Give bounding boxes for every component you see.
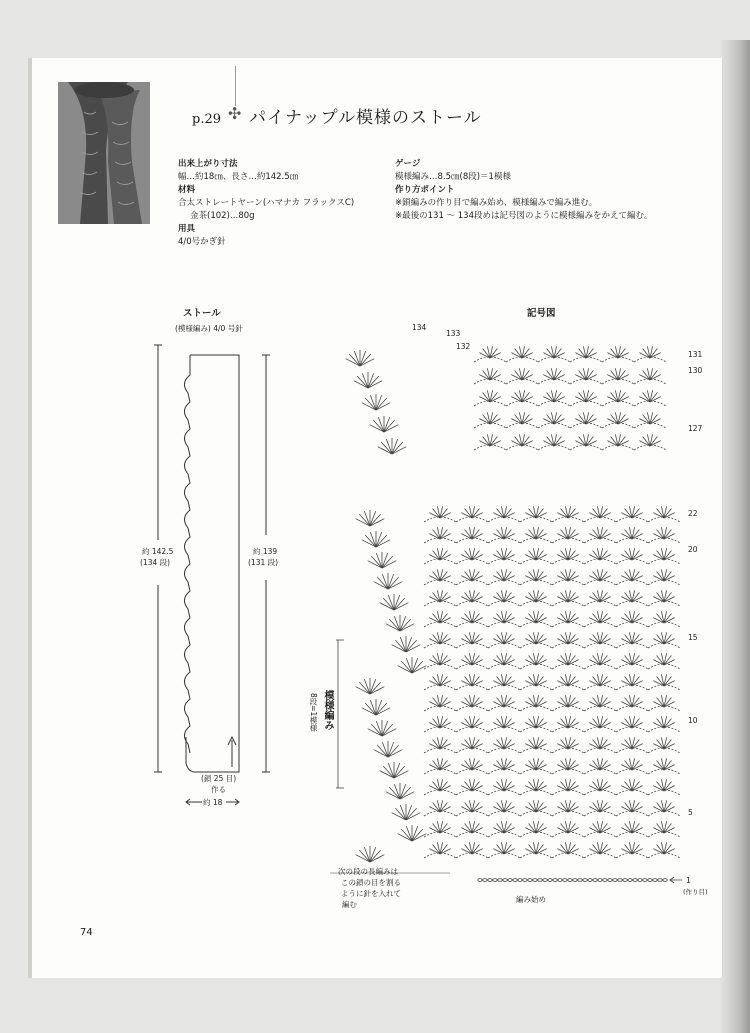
note-line-2: この鎖の目を割る: [341, 878, 401, 887]
chart-fan: [607, 346, 628, 358]
chart-fan: [621, 548, 642, 560]
row-label-133: 133: [446, 329, 461, 338]
foundation-chain-stitch: [513, 879, 517, 882]
chart-fan: [639, 346, 660, 358]
foundation-chain-stitch: [603, 879, 607, 882]
chart-fan: [589, 527, 610, 539]
chart-fan: [525, 821, 546, 833]
chart-fan: [429, 779, 450, 791]
chart-fan: [621, 527, 642, 539]
chart-fan: [621, 758, 642, 770]
chart-fan: [607, 390, 628, 402]
foundation-chain-stitch: [648, 879, 652, 882]
chart-fan: [511, 412, 532, 424]
chart-fan: [493, 527, 514, 539]
chart-fan: [621, 590, 642, 602]
chart-fan: [653, 779, 674, 791]
chart-fan: [461, 632, 482, 644]
chart-fan: [461, 590, 482, 602]
chart-fan: [653, 737, 674, 749]
chart-fan: [429, 716, 450, 728]
chart-fan: [429, 611, 450, 623]
start-label: 編み始め: [516, 895, 546, 904]
foundation-chain-stitch: [563, 879, 567, 882]
foundation-chain-stitch: [483, 879, 487, 882]
chart-fan: [461, 779, 482, 791]
chart-fan: [511, 346, 532, 358]
chart-fan: [525, 632, 546, 644]
materials-line-1: 合太ストレートヤーン(ハマナカ フラックスC): [178, 198, 355, 208]
chart-fan: [557, 716, 578, 728]
chart-fan: [589, 674, 610, 686]
foundation-chain-stitch: [578, 879, 582, 882]
chart-fan: [461, 611, 482, 623]
chart-fan: [621, 674, 642, 686]
pattern-label: 模様編み: [322, 690, 333, 730]
book-spine: [718, 40, 750, 1033]
chart-fan: [653, 548, 674, 560]
chart-fan: [557, 527, 578, 539]
chart-fan: [557, 653, 578, 665]
chart-fan: [429, 758, 450, 770]
chart-fan: [525, 842, 546, 854]
foundation-chain-stitch: [588, 879, 592, 882]
chart-fan: [557, 569, 578, 581]
chart-edge-shell: [378, 438, 407, 454]
chart-fan: [589, 632, 610, 644]
chart-edge-shell: [356, 678, 385, 694]
foundation-chain-stitch: [533, 879, 537, 882]
chart-fan: [429, 842, 450, 854]
chart-fan: [493, 695, 514, 707]
chart-fan: [461, 527, 482, 539]
chart-fan: [479, 368, 500, 380]
chart-fan: [461, 800, 482, 812]
foundation-chain-stitch: [528, 879, 532, 882]
chart-fan: [525, 611, 546, 623]
chart-fan: [589, 590, 610, 602]
chart-fan: [575, 434, 596, 446]
chart-fan: [621, 611, 642, 623]
foundation-chain-stitch: [583, 879, 587, 882]
chart-fan: [589, 506, 610, 518]
chart-fan: [639, 390, 660, 402]
chart-fan: [621, 653, 642, 665]
chart-fan: [525, 695, 546, 707]
stole-start-note-2: 作る: [211, 785, 226, 794]
chart-fan: [639, 368, 660, 380]
chart-fan: [461, 758, 482, 770]
chart-edge-shell: [374, 741, 403, 757]
chart-fan: [653, 758, 674, 770]
foundation-chain-stitch: [538, 879, 542, 882]
chart-fan: [653, 569, 674, 581]
stole-diagram-title: ストール: [183, 308, 221, 319]
chart-fan: [461, 695, 482, 707]
chart-edge-shell: [398, 657, 427, 673]
chart-fan: [621, 800, 642, 812]
chart-fan: [589, 653, 610, 665]
chart-fan: [429, 569, 450, 581]
chart-edge-shell: [356, 510, 385, 526]
chart-fan: [589, 779, 610, 791]
chart-fan: [557, 758, 578, 770]
chart-title: 記号図: [527, 308, 556, 319]
chart-fan: [653, 527, 674, 539]
chart-edge-shell: [362, 699, 391, 715]
row-label-130: 130: [688, 366, 703, 375]
stole-length-total: 約 142.5: [142, 547, 174, 556]
chart-fan: [653, 842, 674, 854]
foundation-chain-stitch: [618, 879, 622, 882]
chart-edge-shell: [356, 846, 385, 862]
chart-fan: [493, 737, 514, 749]
foundation-chain-stitch: [543, 879, 547, 882]
chart-fan: [589, 800, 610, 812]
chart-fan: [461, 569, 482, 581]
gauge-text: 模様編み…8.5㎝(8段)＝1模様: [395, 172, 511, 182]
chart-fan: [621, 632, 642, 644]
crochet-symbol-chart: [300, 318, 720, 903]
stole-schematic: [140, 335, 280, 815]
row-label-134: 134: [412, 323, 427, 332]
chart-fan: [525, 800, 546, 812]
stole-length-body-rows: (131 段): [248, 558, 279, 567]
chart-fan: [653, 695, 674, 707]
chart-edge-shell: [398, 825, 427, 841]
chart-fan: [557, 674, 578, 686]
row-label-132: 132: [456, 342, 471, 351]
chart-fan: [589, 548, 610, 560]
chart-fan: [461, 821, 482, 833]
chart-fan: [493, 800, 514, 812]
chart-fan: [653, 590, 674, 602]
foundation-chain-stitch: [628, 879, 632, 882]
stole-pattern-note: (模様編み) 4/0 号針: [175, 324, 243, 333]
chart-fan: [589, 842, 610, 854]
foundation-label: (作り目): [683, 888, 708, 896]
foundation-chain-stitch: [498, 879, 502, 882]
chart-fan: [479, 412, 500, 424]
chart-fan: [557, 737, 578, 749]
chart-edge-shell: [370, 416, 399, 432]
chart-fan: [653, 653, 674, 665]
stole-length-body: 約 139: [253, 547, 278, 556]
chart-fan: [653, 716, 674, 728]
chart-fan: [493, 653, 514, 665]
chart-fan: [557, 548, 578, 560]
chart-fan: [589, 758, 610, 770]
chart-fan: [639, 412, 660, 424]
page-number: 74: [80, 927, 93, 938]
chart-fan: [493, 842, 514, 854]
stole-scalloped-edge: [184, 355, 190, 753]
chart-fan: [525, 737, 546, 749]
size-text: 幅…約18㎝、長さ…約142.5㎝: [178, 172, 299, 182]
chart-fan: [589, 611, 610, 623]
chart-fan: [493, 674, 514, 686]
chart-fan: [493, 548, 514, 560]
chart-fan: [493, 758, 514, 770]
chart-fan: [653, 800, 674, 812]
stole-length-total-rows: (134 段): [140, 558, 171, 567]
chart-fan: [525, 674, 546, 686]
chart-fan: [429, 653, 450, 665]
chart-fan: [461, 842, 482, 854]
foundation-chain-stitch: [518, 879, 522, 882]
chart-fan: [653, 506, 674, 518]
chart-edge-shell: [362, 394, 391, 410]
chart-fan: [429, 674, 450, 686]
foundation-chain-stitch: [653, 879, 657, 882]
stole-photo: [58, 82, 150, 224]
note-line-3: ように針を入れて: [341, 889, 401, 898]
chart-fan: [557, 632, 578, 644]
row-label-127: 127: [688, 424, 703, 433]
point-1: ※鎖編みの作り目で編み始め、模様編みで編み進む。: [395, 198, 598, 208]
chart-fan: [461, 737, 482, 749]
chart-fan: [653, 821, 674, 833]
chart-edge-shell: [380, 762, 409, 778]
chart-fan: [575, 368, 596, 380]
chart-fan: [479, 390, 500, 402]
chart-fan: [557, 611, 578, 623]
chart-fan: [511, 368, 532, 380]
chart-fan: [511, 390, 532, 402]
chart-fan: [461, 506, 482, 518]
chart-fan: [543, 346, 564, 358]
chart-fan: [461, 716, 482, 728]
chart-fan: [429, 590, 450, 602]
chart-fan: [557, 821, 578, 833]
page-reference: p.29: [192, 112, 221, 127]
chart-fan: [461, 548, 482, 560]
chart-fan: [429, 527, 450, 539]
chart-fan: [429, 821, 450, 833]
chart-fan: [493, 590, 514, 602]
chart-fan: [511, 434, 532, 446]
chart-fan: [525, 716, 546, 728]
chart-edge-shell: [392, 804, 421, 820]
chart-fan: [493, 716, 514, 728]
foundation-chain-stitch: [598, 879, 602, 882]
pattern-repeat: 8段=1模様: [309, 693, 318, 732]
chart-fan: [621, 821, 642, 833]
chart-fan: [429, 506, 450, 518]
size-heading: 出来上がり寸法: [178, 159, 238, 169]
chart-fan: [525, 527, 546, 539]
chart-fan: [493, 611, 514, 623]
chart-edge-shell: [386, 783, 415, 799]
foundation-chain-stitch: [573, 879, 577, 882]
row-label-5: 5: [688, 808, 693, 817]
row-label-10: 10: [688, 716, 698, 725]
chart-fan: [607, 434, 628, 446]
note-line-1: 次の段の長編みは: [338, 867, 398, 876]
row-label-1: 1: [686, 876, 691, 885]
specs-right: [395, 158, 652, 223]
row-label-20: 20: [688, 545, 698, 554]
chart-fan: [543, 412, 564, 424]
chart-fan: [589, 737, 610, 749]
foundation-chain-stitch: [638, 879, 642, 882]
chart-fan: [479, 346, 500, 358]
foundation-chain-stitch: [623, 879, 627, 882]
row-label-15: 15: [688, 633, 698, 642]
page-title: パイナップル模様のストール: [249, 108, 482, 128]
chart-fan: [429, 737, 450, 749]
chart-fan: [575, 346, 596, 358]
foundation-chain-stitch: [558, 879, 562, 882]
foundation-chain-stitch: [643, 879, 647, 882]
chart-fan: [653, 611, 674, 623]
chart-fan: [653, 632, 674, 644]
chart-fan: [493, 569, 514, 581]
chart-fan: [429, 800, 450, 812]
chart-fan: [621, 569, 642, 581]
chart-fan: [557, 842, 578, 854]
chart-fan: [607, 412, 628, 424]
foundation-chain-stitch: [613, 879, 617, 882]
chart-fan: [525, 569, 546, 581]
foundation-chain-stitch: [493, 879, 497, 882]
chart-edge-shell: [392, 636, 421, 652]
chart-fan: [429, 695, 450, 707]
chart-fan: [525, 590, 546, 602]
chart-edge-shell: [368, 720, 397, 736]
chart-fan: [557, 779, 578, 791]
stole-width: 約 18: [203, 798, 223, 807]
foundation-chain-stitch: [633, 879, 637, 882]
chart-fan: [589, 716, 610, 728]
chart-edge-shell: [368, 552, 397, 568]
point-2: ※最後の131 ～ 134段めは記号図のように模様編みをかえて編む。: [395, 211, 653, 221]
chart-fan: [653, 674, 674, 686]
gauge-heading: ゲージ: [395, 159, 421, 169]
chart-fan: [575, 390, 596, 402]
materials-heading: 材料: [178, 185, 196, 195]
foundation-chain-stitch: [568, 879, 572, 882]
chart-fan: [543, 434, 564, 446]
chart-fan: [575, 412, 596, 424]
chart-fan: [525, 653, 546, 665]
stole-start-note-1: (鎖 25 目): [201, 774, 237, 783]
chart-fan: [493, 632, 514, 644]
chart-fan: [589, 821, 610, 833]
foundation-chain-stitch: [658, 879, 662, 882]
chart-fan: [479, 434, 500, 446]
chart-fan: [621, 695, 642, 707]
foundation-chain-stitch: [548, 879, 552, 882]
chart-fan: [621, 716, 642, 728]
specs-left: [178, 158, 354, 249]
chart-edge-shell: [362, 531, 391, 547]
chart-fan: [639, 434, 660, 446]
chart-fan: [525, 506, 546, 518]
chart-fan: [557, 590, 578, 602]
chart-fan: [525, 758, 546, 770]
chart-fan: [607, 368, 628, 380]
chart-fan: [621, 779, 642, 791]
foundation-chain-stitch: [593, 879, 597, 882]
chart-fan: [543, 390, 564, 402]
chart-fan: [557, 800, 578, 812]
chart-fan: [429, 548, 450, 560]
tools-text: 4/0号かぎ針: [178, 237, 226, 247]
chart-fan: [525, 779, 546, 791]
chart-fan: [429, 632, 450, 644]
row-label-131: 131: [688, 350, 703, 359]
chart-fan: [493, 779, 514, 791]
chart-edge-shell: [346, 350, 375, 366]
chart-fan: [461, 674, 482, 686]
foundation-chain-stitch: [663, 879, 667, 882]
chart-edge-shell: [380, 594, 409, 610]
chart-fan: [621, 506, 642, 518]
points-heading: 作り方ポイント: [395, 185, 455, 195]
foundation-chain-stitch: [553, 879, 557, 882]
title-divider-line: [235, 66, 236, 106]
row-label-22: 22: [688, 509, 698, 518]
foundation-chain-stitch: [503, 879, 507, 882]
chart-fan: [621, 842, 642, 854]
chart-fan: [493, 506, 514, 518]
chart-fan: [525, 548, 546, 560]
ornament-icon: ✣: [228, 104, 242, 123]
foundation-chain-stitch: [608, 879, 612, 882]
chart-edge-shell: [386, 615, 415, 631]
foundation-chain-stitch: [478, 879, 482, 882]
chart-fan: [543, 368, 564, 380]
materials-line-2: 金茶(102)…80g: [190, 211, 255, 221]
chart-fan: [621, 737, 642, 749]
foundation-chain-stitch: [508, 879, 512, 882]
tools-heading: 用具: [178, 224, 196, 234]
foundation-chain-stitch: [523, 879, 527, 882]
chart-edge-shell: [354, 372, 383, 388]
chart-fan: [461, 653, 482, 665]
chart-fan: [493, 821, 514, 833]
foundation-chain-stitch: [488, 879, 492, 882]
chart-edge-shell: [374, 573, 403, 589]
note-line-4: 編む: [342, 900, 357, 909]
chart-fan: [557, 695, 578, 707]
chart-fan: [589, 569, 610, 581]
chart-fan: [557, 506, 578, 518]
chart-fan: [589, 695, 610, 707]
